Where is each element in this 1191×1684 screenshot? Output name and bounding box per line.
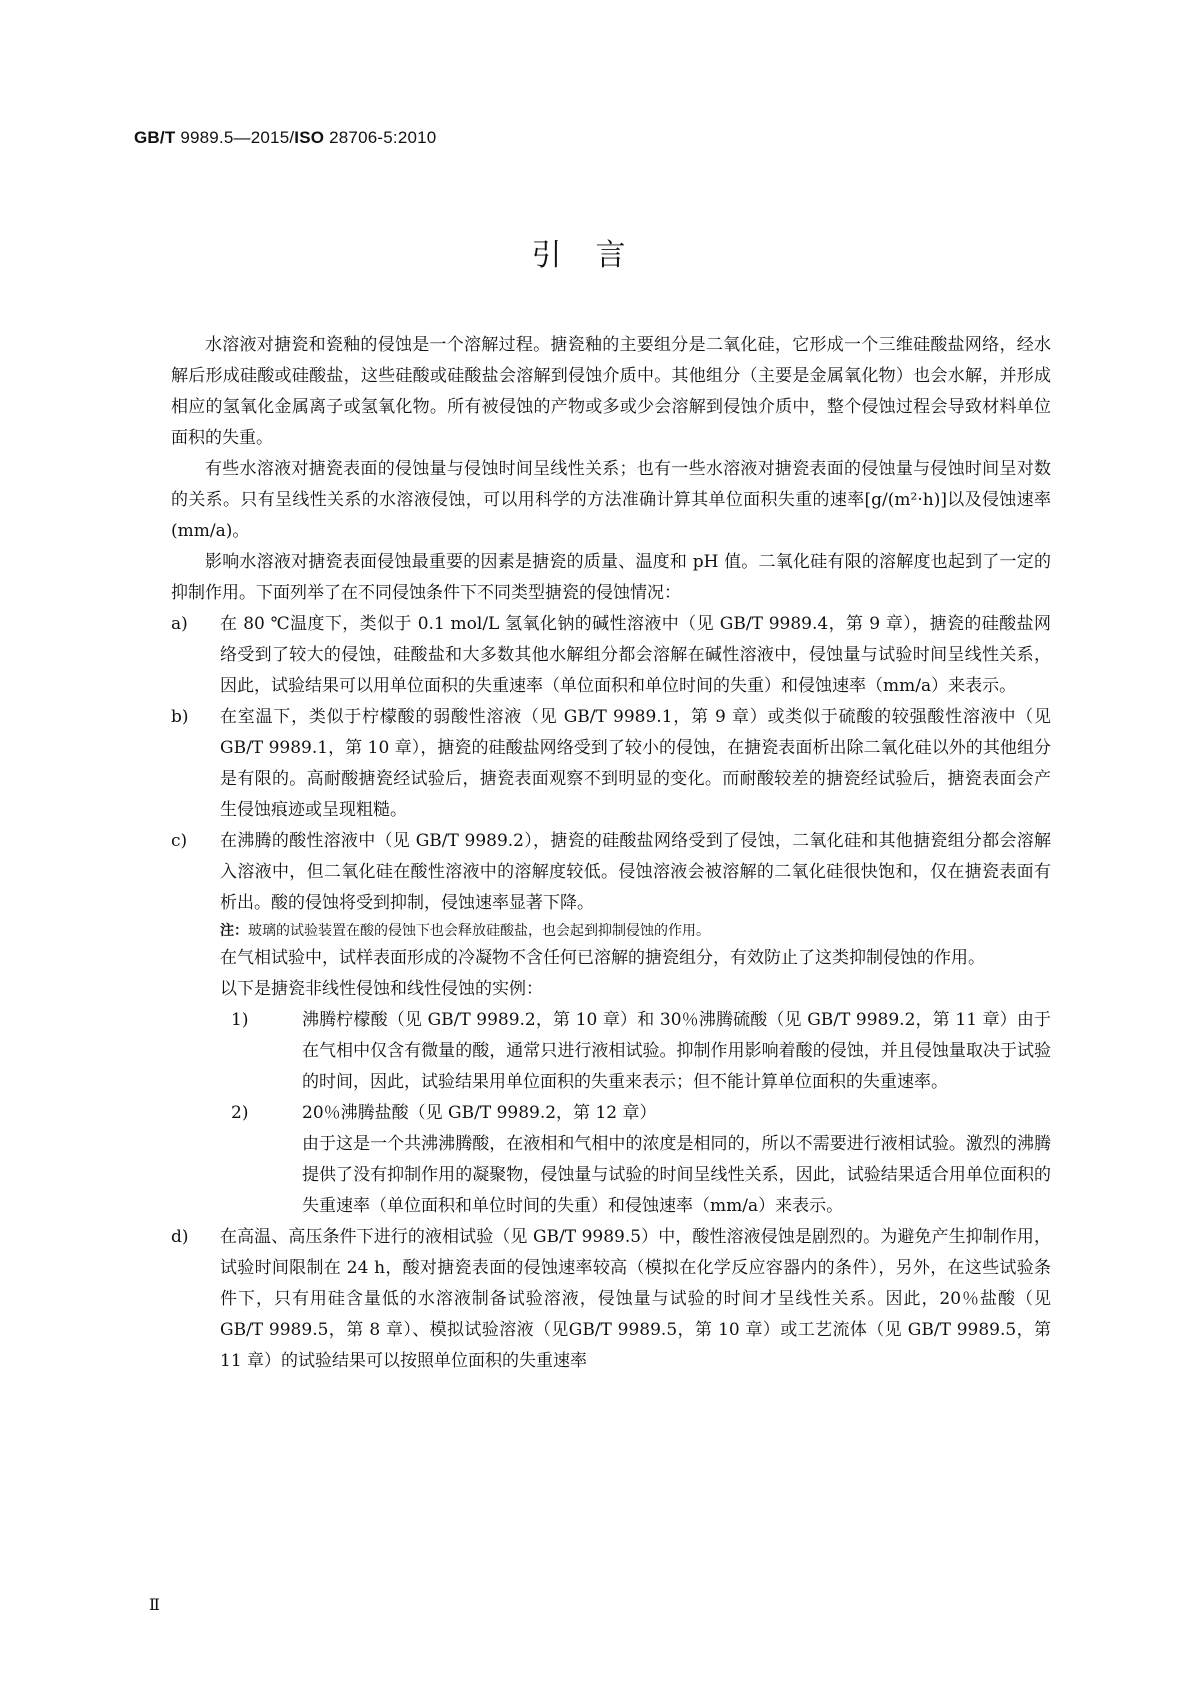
list-label-a: a) — [171, 614, 188, 634]
list-text-d: 在高温、高压条件下进行的液相试验（见 GB/T 9989.5）中，酸性溶液侵蚀是剧烈的。为避免产生抑制作用，试验时间限制在 24 h，酸对搪瓷表面的侵蚀速率较高（模拟在化学反应容器内的条件），另外，在这些试验条件下，只有用硅含量低的水溶液制备试验溶液，侵蚀量与试验的时间才呈线性关系。因此，20％盐酸（见 GB/T 9989.5，第 8 章）、模拟试验溶液（见GB/T 9989.5，第 10 章）或工艺流体（见 GB/T 9989.5，第 11 章）的试验结果可以按照单位面积的失重速率 — [220, 1227, 1051, 1371]
list-item-d — [171, 1222, 1051, 1377]
sublist-item-1 — [171, 1005, 1051, 1098]
sublist-title-2: 20％沸腾盐酸（见 GB/T 9989.2，第 12 章） — [302, 1103, 657, 1123]
note-text: 玻璃的试验装置在酸的侵蚀下也会释放硅酸盐，也会起到抑制侵蚀的作用。 — [248, 923, 710, 939]
paragraph-2: 有些水溶液对搪瓷表面的侵蚀量与侵蚀时间呈线性关系；也有一些水溶液对搪瓷表面的侵蚀量与侵蚀时间呈对数的关系。只有呈线性关系的水溶液侵蚀，可以用科学的方法准确计算其单位面积失重的速率[g/(m²·h)]以及侵蚀速率(mm/a)。 — [171, 459, 1051, 541]
page-number: Ⅱ — [149, 1595, 160, 1614]
paragraph-3: 影响水溶液对搪瓷表面侵蚀最重要的因素是搪瓷的质量、温度和 pH 值。二氧化硅有限的溶解度也起到了一定的抑制作用。下面列举了在不同侵蚀条件下不同类型搪瓷的侵蚀情况： — [171, 552, 1051, 603]
standard-code-number: 9989.5—2015/ — [175, 128, 295, 147]
sublist-text-1: 沸腾柠檬酸（见 GB/T 9989.2，第 10 章）和 30％沸腾硫酸（见 GB/T 9989.2，第 11 章）由于在气相中仅含有微量的酸，通常只进行液相试验。抑制作用影响着酸的侵蚀，并且侵蚀量取决于试验的时间，因此，试验结果用单位面积的失重来表示；但不能计算单位面积的失重速率。 — [302, 1010, 1051, 1092]
standard-code-gbt: GB/T — [134, 128, 176, 147]
list-text-b: 在室温下，类似于柠檬酸的弱酸性溶液（见 GB/T 9989.1，第 9 章）或类似于硫酸的较强酸性溶液中（见 GB/T 9989.1，第 10 章），搪瓷的硅酸盐网络受到了较小的侵蚀，在搪瓷表面析出除二氧化硅以外的其他组分是有限的。高耐酸搪瓷经试验后，搪瓷表面观察不到明显的变化。而耐酸较差的搪瓷经试验后，搪瓷表面会产生侵蚀痕迹或呈现粗糙。 — [220, 707, 1051, 820]
list-text-c: 在沸腾的酸性溶液中（见 GB/T 9989.2），搪瓷的硅酸盐网络受到了侵蚀，二氧化硅和其他搪瓷组分都会溶解入溶液中，但二氧化硅在酸性溶液中的溶解度较低。侵蚀溶液会被溶解的二氧化硅很快饱和，仅在搪瓷表面有析出。酸的侵蚀将受到抑制，侵蚀速率显著下降。 — [220, 831, 1051, 913]
list-label-c: c) — [171, 831, 188, 851]
document-body — [171, 330, 1051, 1377]
list-label-b: b) — [171, 707, 189, 727]
standard-code-iso: ISO — [294, 128, 325, 147]
paragraph-1: 水溶液对搪瓷和瓷釉的侵蚀是一个溶解过程。搪瓷釉的主要组分是二氧化硅，它形成一个三维硅酸盐网络，经水解后形成硅酸或硅酸盐，这些硅酸或硅酸盐会溶解到侵蚀介质中。其他组分（主要是金属氧化物）也会水解，并形成相应的氢氧化金属离子或氢氧化物。所有被侵蚀的产物或多或少会溶解到侵蚀介质中，整个侵蚀过程会导致材料单位面积的失重。 — [171, 335, 1051, 448]
sublist-label-1: 1) — [231, 1010, 249, 1030]
list-c-continuation-2: 以下是搪瓷非线性侵蚀和线性侵蚀的实例： — [220, 979, 543, 999]
sublist-item-2 — [171, 1098, 1051, 1222]
sublist-label-2: 2) — [231, 1103, 249, 1123]
list-c-continuation-1: 在气相试验中，试样表面形成的冷凝物不含任何已溶解的搪瓷组分，有效防止了这类抑制侵蚀的作用。 — [220, 948, 985, 968]
list-item-a — [171, 609, 1051, 702]
standard-code-iso-number: 28706-5:2010 — [324, 128, 437, 147]
standard-code — [134, 128, 436, 148]
list-text-a: 在 80 ℃温度下，类似于 0.1 mol/L 氢氧化钠的碱性溶液中（见 GB/T 9989.4，第 9 章），搪瓷的硅酸盐网络受到了较大的侵蚀，硅酸盐和大多数其他水解组分都会溶解在碱性溶液中，侵蚀量与试验时间呈线性关系，因此，试验结果可以用单位面积的失重速率（单位面积和单位时间的失重）和侵蚀速率（mm/a）来表示。 — [220, 614, 1051, 696]
sublist-text-2: 由于这是一个共沸沸腾酸，在液相和气相中的浓度是相同的，所以不需要进行液相试验。激烈的沸腾提供了没有抑制作用的凝聚物，侵蚀量与试验的时间呈线性关系，因此，试验结果适合用单位面积的失重速率（单位面积和单位时间的失重）和侵蚀速率（mm/a）来表示。 — [302, 1134, 1051, 1216]
page-title: 引言 — [531, 238, 660, 273]
list-item-b — [171, 702, 1051, 826]
note-label: 注： — [220, 923, 248, 939]
list-item-c — [171, 826, 1051, 919]
list-label-d: d) — [171, 1227, 189, 1247]
note — [171, 919, 1051, 943]
